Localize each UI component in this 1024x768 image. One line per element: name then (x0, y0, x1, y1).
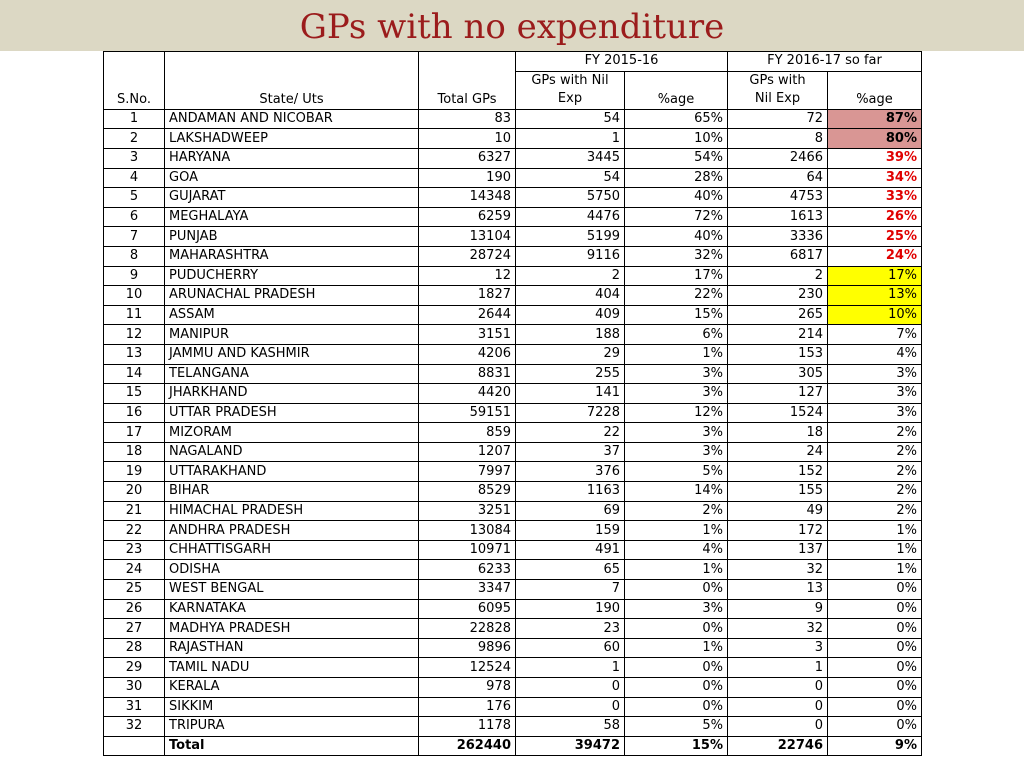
cell-state: MANIPUR (165, 325, 419, 345)
cell-fy2-nil-exp: 305 (728, 364, 828, 384)
cell-fy2-nil-exp: 64 (728, 168, 828, 188)
cell-state: MEGHALAYA (165, 207, 419, 227)
cell-fy1-nil-exp: 5750 (516, 188, 625, 208)
cell-state: HARYANA (165, 148, 419, 168)
header-fy2-pct: %age (828, 71, 922, 109)
cell-total-gps: 176 (419, 697, 516, 717)
total-cell-fy2-nil-exp: 22746 (728, 736, 828, 756)
cell-state: ARUNACHAL PRADESH (165, 286, 419, 306)
cell-state: KARNATAKA (165, 599, 419, 619)
cell-sno: 10 (104, 286, 165, 306)
cell-fy1-nil-exp: 255 (516, 364, 625, 384)
cell-total-gps: 13104 (419, 227, 516, 247)
cell-fy1-pct: 54% (625, 148, 728, 168)
header-fy1-nil-line1: GPs with Nil (516, 71, 625, 90)
cell-fy2-pct: 10% (828, 305, 922, 325)
cell-fy2-nil-exp: 18 (728, 423, 828, 443)
cell-fy1-pct: 10% (625, 129, 728, 149)
cell-fy1-pct: 32% (625, 246, 728, 266)
cell-sno: 27 (104, 619, 165, 639)
cell-fy2-pct: 0% (828, 697, 922, 717)
cell-fy1-nil-exp: 37 (516, 442, 625, 462)
cell-fy1-nil-exp: 54 (516, 168, 625, 188)
table-row (104, 678, 922, 698)
table-row (104, 501, 922, 521)
cell-sno: 11 (104, 305, 165, 325)
table-row (104, 403, 922, 423)
cell-state: HIMACHAL PRADESH (165, 501, 419, 521)
cell-fy1-nil-exp: 188 (516, 325, 625, 345)
cell-fy1-pct: 0% (625, 678, 728, 698)
cell-fy2-nil-exp: 4753 (728, 188, 828, 208)
table-row (104, 717, 922, 737)
cell-state: UTTAR PRADESH (165, 403, 419, 423)
cell-fy2-nil-exp: 6817 (728, 246, 828, 266)
cell-fy2-pct: 2% (828, 423, 922, 443)
cell-total-gps: 3151 (419, 325, 516, 345)
cell-total-gps: 8831 (419, 364, 516, 384)
cell-state: MIZORAM (165, 423, 419, 443)
cell-sno: 13 (104, 344, 165, 364)
table-row (104, 599, 922, 619)
cell-fy2-pct: 0% (828, 599, 922, 619)
cell-fy2-nil-exp: 3 (728, 638, 828, 658)
cell-fy2-pct: 33% (828, 188, 922, 208)
cell-fy2-nil-exp: 32 (728, 560, 828, 580)
cell-fy1-pct: 22% (625, 286, 728, 306)
cell-fy1-nil-exp: 69 (516, 501, 625, 521)
cell-fy1-pct: 4% (625, 540, 728, 560)
cell-state: GUJARAT (165, 188, 419, 208)
cell-total-gps: 59151 (419, 403, 516, 423)
cell-total-gps: 8529 (419, 482, 516, 502)
cell-fy1-pct: 6% (625, 325, 728, 345)
cell-fy2-nil-exp: 137 (728, 540, 828, 560)
table-row (104, 638, 922, 658)
cell-fy2-pct: 0% (828, 658, 922, 678)
cell-total-gps: 3251 (419, 501, 516, 521)
cell-fy1-nil-exp: 1 (516, 658, 625, 678)
cell-fy1-pct: 3% (625, 599, 728, 619)
cell-fy2-nil-exp: 214 (728, 325, 828, 345)
cell-fy2-pct: 17% (828, 266, 922, 286)
cell-fy1-nil-exp: 7228 (516, 403, 625, 423)
cell-fy2-nil-exp: 0 (728, 717, 828, 737)
cell-fy2-nil-exp: 230 (728, 286, 828, 306)
cell-fy2-nil-exp: 2 (728, 266, 828, 286)
header-state: State/ Uts (165, 52, 419, 110)
table-row (104, 364, 922, 384)
cell-sno: 2 (104, 129, 165, 149)
cell-fy2-nil-exp: 9 (728, 599, 828, 619)
cell-state: TAMIL NADU (165, 658, 419, 678)
header-fy-2015-16: FY 2015-16 (516, 52, 728, 72)
cell-total-gps: 13084 (419, 521, 516, 541)
cell-fy2-nil-exp: 152 (728, 462, 828, 482)
cell-total-gps: 2644 (419, 305, 516, 325)
table-row (104, 246, 922, 266)
table-row (104, 305, 922, 325)
cell-fy2-pct: 1% (828, 560, 922, 580)
cell-fy1-nil-exp: 9116 (516, 246, 625, 266)
cell-total-gps: 6327 (419, 148, 516, 168)
cell-fy2-nil-exp: 265 (728, 305, 828, 325)
table-row (104, 521, 922, 541)
cell-fy1-nil-exp: 404 (516, 286, 625, 306)
cell-fy1-nil-exp: 7 (516, 580, 625, 600)
cell-sno: 23 (104, 540, 165, 560)
cell-total-gps: 10 (419, 129, 516, 149)
cell-sno: 16 (104, 403, 165, 423)
cell-fy2-pct: 3% (828, 403, 922, 423)
cell-fy2-pct: 3% (828, 384, 922, 404)
cell-fy2-nil-exp: 0 (728, 697, 828, 717)
cell-fy2-pct: 7% (828, 325, 922, 345)
cell-sno: 15 (104, 384, 165, 404)
cell-fy1-nil-exp: 1163 (516, 482, 625, 502)
cell-state: RAJASTHAN (165, 638, 419, 658)
table-row (104, 129, 922, 149)
table-row (104, 462, 922, 482)
total-cell-sno (104, 736, 165, 756)
cell-fy1-nil-exp: 23 (516, 619, 625, 639)
cell-fy2-pct: 2% (828, 501, 922, 521)
cell-fy2-nil-exp: 49 (728, 501, 828, 521)
cell-fy1-pct: 2% (625, 501, 728, 521)
cell-fy1-pct: 1% (625, 638, 728, 658)
cell-fy2-nil-exp: 3336 (728, 227, 828, 247)
cell-state: GOA (165, 168, 419, 188)
cell-fy1-pct: 17% (625, 266, 728, 286)
cell-fy2-pct: 80% (828, 129, 922, 149)
cell-sno: 25 (104, 580, 165, 600)
cell-state: ANDAMAN AND NICOBAR (165, 109, 419, 129)
cell-sno: 6 (104, 207, 165, 227)
cell-sno: 29 (104, 658, 165, 678)
header-fy-2016-17: FY 2016-17 so far (728, 52, 922, 72)
cell-fy1-nil-exp: 65 (516, 560, 625, 580)
table-row (104, 188, 922, 208)
cell-state: MAHARASHTRA (165, 246, 419, 266)
cell-fy2-pct: 87% (828, 109, 922, 129)
cell-fy1-pct: 0% (625, 619, 728, 639)
cell-fy1-pct: 40% (625, 188, 728, 208)
cell-fy2-pct: 4% (828, 344, 922, 364)
cell-total-gps: 22828 (419, 619, 516, 639)
cell-state: TELANGANA (165, 364, 419, 384)
table-row (104, 109, 922, 129)
cell-total-gps: 190 (419, 168, 516, 188)
cell-state: UTTARAKHAND (165, 462, 419, 482)
total-cell-fy1-pct: 15% (625, 736, 728, 756)
cell-fy2-nil-exp: 0 (728, 678, 828, 698)
table-row (104, 423, 922, 443)
cell-fy1-pct: 1% (625, 521, 728, 541)
cell-total-gps: 1827 (419, 286, 516, 306)
cell-fy1-nil-exp: 58 (516, 717, 625, 737)
header-sno: S.No. (104, 52, 165, 110)
cell-total-gps: 978 (419, 678, 516, 698)
cell-state: TRIPURA (165, 717, 419, 737)
cell-sno: 1 (104, 109, 165, 129)
table-row (104, 619, 922, 639)
cell-state: NAGALAND (165, 442, 419, 462)
cell-total-gps: 14348 (419, 188, 516, 208)
cell-sno: 19 (104, 462, 165, 482)
cell-fy1-pct: 5% (625, 462, 728, 482)
cell-sno: 31 (104, 697, 165, 717)
cell-fy1-nil-exp: 0 (516, 697, 625, 717)
cell-fy2-nil-exp: 1613 (728, 207, 828, 227)
total-cell-total-gps: 262440 (419, 736, 516, 756)
cell-total-gps: 9896 (419, 638, 516, 658)
cell-fy1-nil-exp: 491 (516, 540, 625, 560)
cell-fy2-nil-exp: 2466 (728, 148, 828, 168)
cell-total-gps: 4206 (419, 344, 516, 364)
cell-sno: 24 (104, 560, 165, 580)
total-row (104, 736, 922, 756)
table-row (104, 227, 922, 247)
cell-sno: 28 (104, 638, 165, 658)
cell-fy2-nil-exp: 127 (728, 384, 828, 404)
cell-fy2-pct: 25% (828, 227, 922, 247)
header-fy1-nil-line2: Exp (516, 90, 625, 109)
cell-fy2-pct: 2% (828, 482, 922, 502)
table-row (104, 286, 922, 306)
cell-fy2-nil-exp: 172 (728, 521, 828, 541)
header-fy2-nil-line1: GPs with (728, 71, 828, 90)
header-row-1 (104, 52, 922, 72)
cell-fy1-nil-exp: 60 (516, 638, 625, 658)
cell-fy1-pct: 1% (625, 560, 728, 580)
cell-fy2-pct: 39% (828, 148, 922, 168)
cell-state: JAMMU AND KASHMIR (165, 344, 419, 364)
cell-fy1-pct: 15% (625, 305, 728, 325)
cell-total-gps: 12524 (419, 658, 516, 678)
cell-state: PUDUCHERRY (165, 266, 419, 286)
cell-fy1-pct: 0% (625, 658, 728, 678)
cell-total-gps: 4420 (419, 384, 516, 404)
cell-total-gps: 6233 (419, 560, 516, 580)
cell-fy1-pct: 40% (625, 227, 728, 247)
cell-state: CHHATTISGARH (165, 540, 419, 560)
cell-fy1-nil-exp: 22 (516, 423, 625, 443)
cell-sno: 26 (104, 599, 165, 619)
cell-fy1-nil-exp: 409 (516, 305, 625, 325)
cell-fy2-pct: 2% (828, 462, 922, 482)
cell-fy2-nil-exp: 1 (728, 658, 828, 678)
cell-fy1-pct: 3% (625, 364, 728, 384)
cell-sno: 5 (104, 188, 165, 208)
cell-fy1-nil-exp: 0 (516, 678, 625, 698)
cell-total-gps: 6095 (419, 599, 516, 619)
cell-fy2-nil-exp: 32 (728, 619, 828, 639)
header-fy1-pct: %age (625, 71, 728, 109)
cell-fy1-pct: 14% (625, 482, 728, 502)
cell-sno: 9 (104, 266, 165, 286)
cell-state: BIHAR (165, 482, 419, 502)
cell-fy2-nil-exp: 153 (728, 344, 828, 364)
cell-fy1-pct: 5% (625, 717, 728, 737)
cell-fy1-nil-exp: 54 (516, 109, 625, 129)
table-row (104, 344, 922, 364)
table-row (104, 540, 922, 560)
cell-fy1-nil-exp: 3445 (516, 148, 625, 168)
cell-total-gps: 6259 (419, 207, 516, 227)
cell-sno: 17 (104, 423, 165, 443)
total-cell-fy1-nil-exp: 39472 (516, 736, 625, 756)
cell-sno: 21 (104, 501, 165, 521)
gp-expenditure-table (103, 51, 922, 756)
table-row (104, 325, 922, 345)
cell-sno: 30 (104, 678, 165, 698)
cell-fy1-nil-exp: 29 (516, 344, 625, 364)
table-row (104, 560, 922, 580)
cell-state: LAKSHADWEEP (165, 129, 419, 149)
cell-fy2-pct: 0% (828, 619, 922, 639)
header-total-gps: Total GPs (419, 52, 516, 110)
cell-fy2-nil-exp: 24 (728, 442, 828, 462)
header-fy2-nil-line2: Nil Exp (728, 90, 828, 109)
cell-fy1-pct: 0% (625, 580, 728, 600)
table-row (104, 697, 922, 717)
cell-state: WEST BENGAL (165, 580, 419, 600)
cell-state: JHARKHAND (165, 384, 419, 404)
table-row (104, 148, 922, 168)
table-row (104, 442, 922, 462)
cell-fy1-pct: 28% (625, 168, 728, 188)
cell-fy2-pct: 1% (828, 540, 922, 560)
cell-total-gps: 10971 (419, 540, 516, 560)
cell-state: KERALA (165, 678, 419, 698)
cell-total-gps: 3347 (419, 580, 516, 600)
cell-sno: 7 (104, 227, 165, 247)
cell-fy2-pct: 34% (828, 168, 922, 188)
table-row (104, 168, 922, 188)
cell-fy2-pct: 26% (828, 207, 922, 227)
cell-state: PUNJAB (165, 227, 419, 247)
cell-fy1-nil-exp: 5199 (516, 227, 625, 247)
cell-fy2-pct: 0% (828, 580, 922, 600)
cell-fy1-pct: 0% (625, 697, 728, 717)
cell-sno: 8 (104, 246, 165, 266)
cell-fy1-nil-exp: 376 (516, 462, 625, 482)
cell-sno: 18 (104, 442, 165, 462)
cell-total-gps: 7997 (419, 462, 516, 482)
cell-fy1-nil-exp: 190 (516, 599, 625, 619)
cell-sno: 20 (104, 482, 165, 502)
cell-sno: 14 (104, 364, 165, 384)
cell-sno: 32 (104, 717, 165, 737)
table-row (104, 658, 922, 678)
cell-fy1-nil-exp: 159 (516, 521, 625, 541)
cell-fy2-nil-exp: 1524 (728, 403, 828, 423)
cell-fy2-pct: 24% (828, 246, 922, 266)
cell-total-gps: 12 (419, 266, 516, 286)
table-row (104, 266, 922, 286)
total-cell-fy2-pct: 9% (828, 736, 922, 756)
cell-state: ANDHRA PRADESH (165, 521, 419, 541)
cell-fy2-pct: 2% (828, 442, 922, 462)
cell-fy1-nil-exp: 4476 (516, 207, 625, 227)
cell-state: MADHYA PRADESH (165, 619, 419, 639)
cell-state: ASSAM (165, 305, 419, 325)
cell-fy2-nil-exp: 8 (728, 129, 828, 149)
cell-total-gps: 1178 (419, 717, 516, 737)
cell-fy1-pct: 12% (625, 403, 728, 423)
cell-sno: 12 (104, 325, 165, 345)
cell-total-gps: 28724 (419, 246, 516, 266)
cell-sno: 4 (104, 168, 165, 188)
cell-fy2-pct: 0% (828, 678, 922, 698)
cell-fy2-pct: 0% (828, 638, 922, 658)
cell-fy2-pct: 3% (828, 364, 922, 384)
cell-total-gps: 83 (419, 109, 516, 129)
cell-fy2-pct: 1% (828, 521, 922, 541)
page-title: GPs with no expenditure (299, 7, 725, 47)
cell-fy1-pct: 3% (625, 423, 728, 443)
total-cell-state: Total (165, 736, 419, 756)
cell-fy1-nil-exp: 141 (516, 384, 625, 404)
cell-fy1-pct: 1% (625, 344, 728, 364)
cell-fy2-nil-exp: 155 (728, 482, 828, 502)
cell-state: ODISHA (165, 560, 419, 580)
cell-fy2-pct: 13% (828, 286, 922, 306)
cell-fy2-nil-exp: 13 (728, 580, 828, 600)
cell-fy1-pct: 72% (625, 207, 728, 227)
cell-fy1-pct: 3% (625, 442, 728, 462)
cell-fy1-pct: 3% (625, 384, 728, 404)
cell-total-gps: 1207 (419, 442, 516, 462)
table-row (104, 580, 922, 600)
table-row (104, 384, 922, 404)
cell-fy1-pct: 65% (625, 109, 728, 129)
cell-state: SIKKIM (165, 697, 419, 717)
cell-total-gps: 859 (419, 423, 516, 443)
cell-fy2-nil-exp: 72 (728, 109, 828, 129)
table-row (104, 482, 922, 502)
cell-fy1-nil-exp: 1 (516, 129, 625, 149)
cell-fy1-nil-exp: 2 (516, 266, 625, 286)
cell-fy2-pct: 0% (828, 717, 922, 737)
cell-sno: 3 (104, 148, 165, 168)
cell-sno: 22 (104, 521, 165, 541)
table-row (104, 207, 922, 227)
